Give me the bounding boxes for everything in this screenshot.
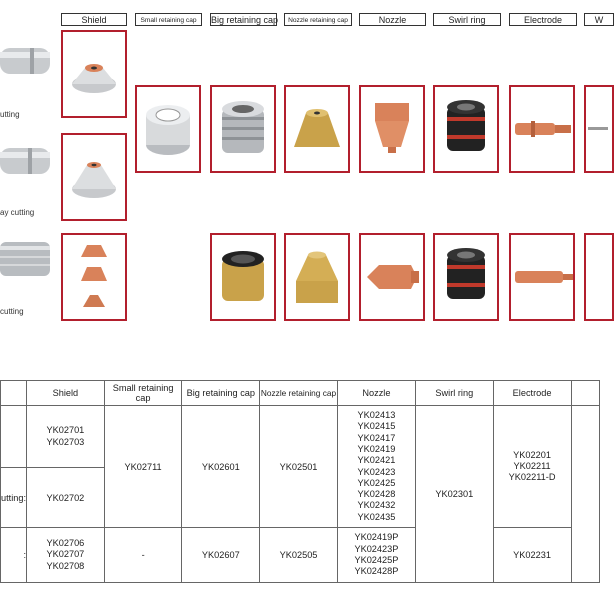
swirl-ring-image-1 [433, 85, 499, 173]
row3-nozzle-item: YK02425P [354, 555, 399, 565]
torch-image-1 [0, 30, 50, 90]
row3-nozzle-cap: YK02505 [260, 528, 338, 583]
torch-label-2: ay cutting [0, 208, 35, 217]
shield-image-standard [61, 30, 127, 118]
spec-table [0, 380, 600, 583]
cut-off-image-1 [584, 85, 614, 173]
nozzle-retaining-cap-image-1 [284, 85, 350, 173]
table-header-small-retaining-cap: Small retaining cap [104, 381, 182, 406]
nozzle-item: YK02421 [357, 455, 396, 466]
electrode-item: YK02211-D [508, 472, 556, 483]
row1-shield-1: YK02701 [46, 425, 85, 436]
swirl-ring-cell: YK02301 [415, 406, 493, 583]
nozzle-item: YK02413 [357, 410, 396, 421]
torch-label-3: cutting [0, 307, 24, 316]
header-nozzle: Nozzle [359, 13, 426, 26]
row3-shield-1: YK02706 [46, 538, 85, 549]
nozzle-item: YK02415 [357, 421, 396, 432]
nozzle-image-1 [359, 85, 425, 173]
big-retaining-cap-image-steel [210, 85, 276, 173]
row3-big-cap: YK02607 [182, 528, 260, 583]
shield-image-long [61, 133, 127, 221]
electrode-item: YK02211 [513, 460, 551, 471]
row1-label [1, 406, 27, 468]
table-header-shield: Shield [27, 381, 105, 406]
header-big-retaining-cap: Big retaining cap [211, 15, 279, 25]
torch-label-1: utting [0, 110, 20, 119]
nozzle-list-cell [337, 406, 415, 528]
row3-small-cap: - [104, 528, 182, 583]
row3-label: : [1, 528, 27, 583]
small-cap-cell: YK02711 [104, 406, 182, 528]
table-header-cut-off [571, 381, 599, 406]
row3-nozzle-list [337, 528, 415, 583]
header-swirl-ring: Swirl ring [433, 13, 501, 26]
row3-shield [27, 528, 105, 583]
nozzle-item: YK02417 [357, 432, 396, 443]
shield-image-copper-set [61, 233, 127, 321]
row2-shield: YK02702 [27, 468, 105, 528]
swirl-ring-image-2 [433, 233, 499, 321]
row2-label: utting: [1, 468, 27, 528]
table-header-nozzle: Nozzle [337, 381, 415, 406]
big-cap-cell: YK02601 [182, 406, 260, 528]
nozzle-item: YK02419 [357, 443, 396, 454]
torch-image-3 [0, 232, 50, 292]
table-header-nozzle-retaining-cap: Nozzle retaining cap [260, 381, 338, 406]
header-small-retaining-cap: Small retaining cap [135, 13, 202, 26]
electrode-item: YK02201 [513, 449, 551, 460]
nozzle-cap-cell: YK02501 [260, 406, 338, 528]
big-retaining-cap-image-brass [210, 233, 276, 321]
header-nozzle-retaining-cap: Nozzle retaining cap [284, 13, 352, 26]
header-shield: Shield [61, 13, 127, 26]
torch-image-2 [0, 130, 50, 190]
row3-nozzle-item: YK02423P [354, 543, 399, 554]
electrode-image-2 [509, 233, 575, 321]
electrode-image-1 [509, 85, 575, 173]
nozzle-item: YK02425 [357, 477, 396, 488]
row1-shield-2: YK02703 [46, 436, 85, 447]
nozzle-image-2 [359, 233, 425, 321]
nozzle-item: YK02432 [357, 500, 396, 511]
row3-nozzle-item: YK02428P [354, 566, 399, 577]
table-header-swirl-ring: Swirl ring [415, 381, 493, 406]
row3-nozzle-item: YK02419P [354, 532, 399, 543]
cut-off-cell [571, 406, 599, 583]
row1-shield [27, 406, 105, 468]
header-electrode: Electrode [509, 13, 577, 26]
small-retaining-cap-image [135, 85, 201, 173]
nozzle-item: YK02428 [357, 489, 396, 500]
cut-off-image-2 [584, 233, 614, 321]
table-header-electrode: Electrode [493, 381, 571, 406]
electrode-list-cell [493, 406, 571, 528]
row3-shield-3: YK02708 [46, 560, 85, 571]
header-cut-off: W [584, 13, 614, 26]
nozzle-item: YK02423 [357, 466, 396, 477]
table-header-blank [1, 381, 27, 406]
table-header-big-retaining-cap: Big retaining cap [182, 381, 260, 406]
row3-electrode: YK02231 [493, 528, 571, 583]
nozzle-item: YK02435 [357, 511, 396, 522]
row3-shield-2: YK02707 [46, 549, 85, 560]
nozzle-retaining-cap-image-2 [284, 233, 350, 321]
